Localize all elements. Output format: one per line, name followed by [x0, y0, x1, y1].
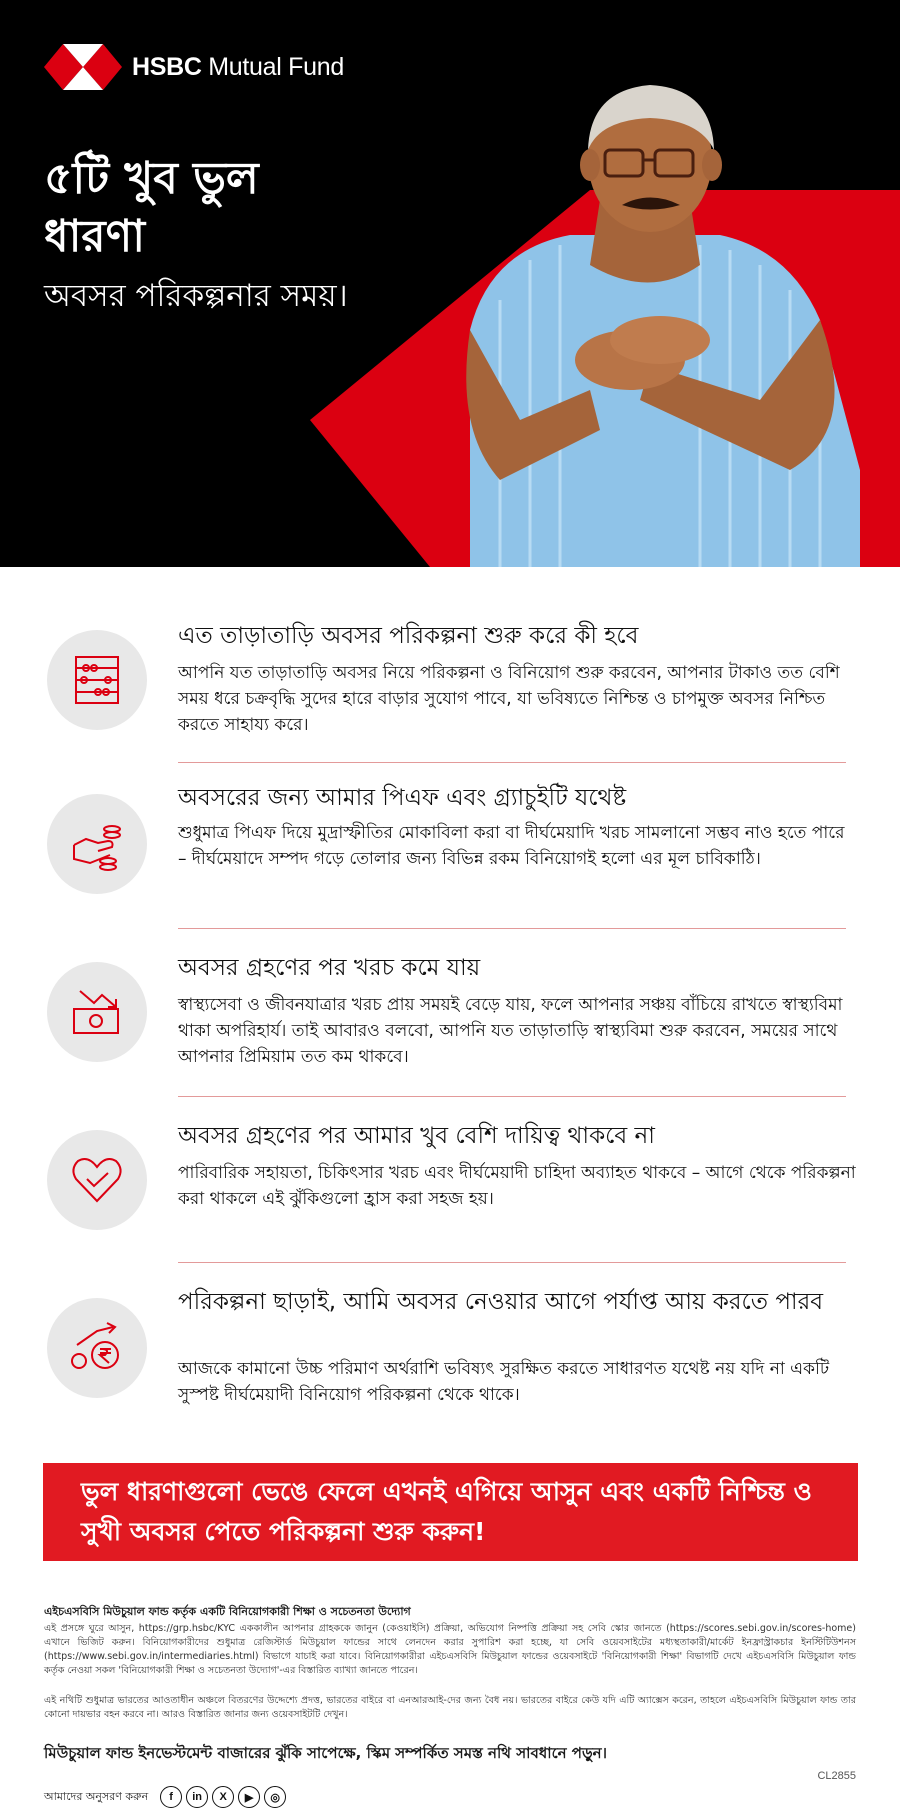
x-icon[interactable]: X	[212, 1786, 234, 1808]
linkedin-icon[interactable]: in	[186, 1786, 208, 1808]
item-text: শুধুমাত্র পিএফ দিয়ে মুদ্রাস্ফীতির মোকাবিলা করা বা দীর্ঘমেয়াদি খরচ সামলানো সম্ভব নাও হতে পারে – দীর্ঘমেয়াদে সম্পদ গড়ে তোলার জন্য বিভিন্ন রকম বিনিয়োগই হলো এর মূল চাবিকাঠি।	[178, 823, 845, 869]
facebook-icon[interactable]: f	[160, 1786, 182, 1808]
footer-heading: এইচএসবিসি মিউচুয়াল ফান্ড কর্তৃক একটি বিনিয়োগকারী শিক্ষা ও সচেতনতা উদ্যোগ	[44, 1605, 411, 1618]
hand-coins-icon	[47, 794, 147, 894]
abacus-icon	[47, 630, 147, 730]
divider	[178, 1096, 846, 1097]
document-code: CL2855	[817, 1770, 856, 1782]
risk-warning: মিউচুয়াল ফান্ড ইনভেস্টমেন্ট বাজারের ঝুঁকি সাপেক্ষে, স্কিম সম্পর্কিত সমস্ত নথি সাবধানে পড়ুন।	[44, 1744, 607, 1762]
item-title: পরিকল্পনা ছাড়াই, আমি অবসর নেওয়ার আগে পর্যাপ্ত আয় করতে পারব	[178, 1289, 824, 1315]
social-follow-bar	[44, 1786, 290, 1808]
item-title: এত তাড়াতাড়ি অবসর পরিকল্পনা শুরু করে কী হবে	[178, 623, 639, 649]
follow-label: আমাদের অনুসরণ করুন	[44, 1789, 149, 1803]
divider	[178, 1262, 846, 1263]
hero-title: ৫টি খুব ভুল ধারণা	[44, 153, 259, 262]
footer-paragraph-2: এই নথিটি শুধুমাত্র ভারতের আওতাধীন অঞ্চলে বিতরণের উদ্দেশ্যে প্রদত্ত, ভারতের বাইরে বা এনআরআই-দের জন্য বৈধ নয়। ভারতের বাইরে কেউ যদি এটি অ্যাক্সেস করেন, তাহলে এইচএসবিসি মিউচুয়াল ফান্ড তার কোনো দায়ভার বহন করবে না। আরও বিস্তারিত জানার জন্য ওয়েবসাইটটি দেখুন।	[44, 1695, 856, 1720]
divider	[178, 762, 846, 763]
hsbc-logo[interactable]	[44, 44, 344, 90]
hero-subtitle: অবসর পরিকল্পনার সময়।	[44, 278, 348, 314]
item-text: আপনি যত তাড়াতাড়ি অবসর নিয়ে পরিকল্পনা ও বিনিয়োগ শুরু করবেন, আপনার টাকাও তত বেশি সময় ধরে চক্রবৃদ্ধি সুদের হারে বাড়ার সুযোগ পাবে, যা ভবিষ্যতে নিশ্চিন্ত ও চাপমুক্ত অবসর নিশ্চিত করতে সাহায্য করে।	[178, 663, 840, 735]
brand-name: HSBC Mutual Fund	[132, 52, 344, 81]
money-decrease-icon	[47, 962, 147, 1062]
item-title: অবসর গ্রহণের পর আমার খুব বেশি দায়িত্ব থাকবে না	[178, 1123, 655, 1149]
item-title: অবসর গ্রহণের পর খরচ কমে যায়	[178, 955, 481, 981]
hero-banner	[0, 0, 900, 567]
item-text: আজকে কামানো উচ্চ পরিমাণ অর্থরাশি ভবিষ্যৎ সুরক্ষিত করতে সাধারণত যথেষ্ট নয় যদি না একটি সুস্পষ্ট দীর্ঘমেয়াদী বিনিয়োগ পরিকল্পনা থেকে থাকে।	[178, 1359, 830, 1405]
divider	[178, 928, 846, 929]
rupee-growth-icon	[47, 1298, 147, 1398]
cta-banner: ভুল ধারণাগুলো ভেঙে ফেলে এখনই এগিয়ে আসুন এবং একটি নিশ্চিন্ত ও সুখী অবসর পেতে পরিকল্পনা শুরু করুন!	[43, 1463, 858, 1561]
hsbc-hexagon-icon	[44, 44, 122, 90]
instagram-icon[interactable]: ◎	[264, 1786, 286, 1808]
footer-paragraph-1: এই প্রসঙ্গে ঘুরে আসুন, https://grp.hsbc/KYC এককালীন আপনার গ্রাহককে জানুন (কেওয়াইসি) প্রক্রিয়া, অভিযোগ নিষ্পত্তি প্রক্রিয়া সহ সেবি স্কোর জানতে (https://scores.sebi.gov.in/scores-home) এখানে ভিজিট করুন। বিনিয়োগকারীদের শুধুমাত্র রেজিস্টার্ড মিউচুয়াল ফান্ডের সাথে লেনদেন করার সুপারিশ করা হচ্ছে, যা সেবি ওয়েবসাইটের মধ্যস্থতাকারী/মার্কেট ইনফ্রাস্ট্রাকচার ইনস্টিটিউশনস (https://www.sebi.gov.in/intermediaries.html) বিভাগে যাচাই করা যাবে। বিনিয়োগকারীরা এইচএসবিসি মিউচুয়াল ফান্ডের ওয়েবসাইটে 'বিনিয়োগকারী শিক্ষা' বিভাগটি দেখে এইচএসবিসি মিউচুয়াল ফান্ড কর্তৃক নেওয়া সকল 'বিনিয়োগকারী শিক্ষা ও সচেতনতা উদ্যোগ'-এর বিস্তারিত ব্যাখ্যা জানতে পারেন।	[44, 1623, 856, 1676]
item-text: স্বাস্থ্যসেবা ও জীবনযাত্রার খরচ প্রায় সময়ই বেড়ে যায়, ফলে আপনার সঞ্চয় বাঁচিয়ে রাখতে স্বাস্থ্যবিমা থাকা অপরিহার্য। তাই আবারও বলবো, আপনি যত তাড়াতাড়ি স্বাস্থ্যবিমা শুরু করবেন, সময়ের সাথে আপনার প্রিমিয়াম তত কম থাকবে।	[178, 995, 843, 1067]
heart-check-icon	[47, 1130, 147, 1230]
item-text: পারিবারিক সহায়তা, চিকিৎসার খরচ এবং দীর্ঘমেয়াদী চাহিদা অব্যাহত থাকবে – আগে থেকে পরিকল্পনা করা থাকলে এই ঝুঁকিগুলো হ্রাস করা সহজ হয়।	[178, 1163, 856, 1209]
item-title: অবসরের জন্য আমার পিএফ এবং গ্র্যাচুইটি যথেষ্ট	[178, 785, 627, 811]
youtube-icon[interactable]: ▶	[238, 1786, 260, 1808]
